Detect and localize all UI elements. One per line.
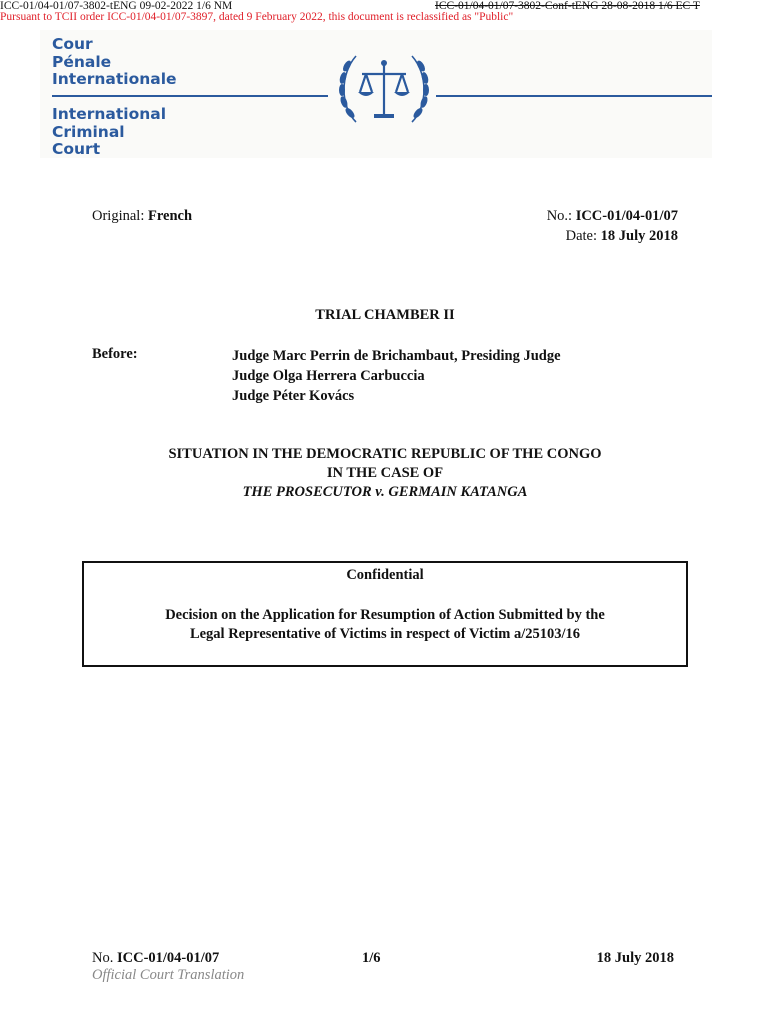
decision-title-line2: Legal Representative of Victims in respect of Victim a/25103/16 (189, 626, 581, 642)
case-number-value: ICC-01/04-01/07 (575, 208, 678, 224)
case-number (547, 208, 678, 225)
footer-date: 18 July 2018 (596, 950, 674, 966)
logo-en-line2: Criminal (52, 122, 125, 141)
footer-case-number (92, 950, 219, 967)
logo-fr-line2: Pénale (52, 52, 112, 71)
logo-divider-right (436, 95, 712, 97)
judge-item: Judge Marc Perrin de Brichambaut, Presiding Judge (232, 348, 561, 364)
judge-item: Judge Olga Herrera Carbuccia (232, 368, 425, 384)
document-reference: ICC-01/04-01/07-3802-tENG 09-02-2022 1/6 NM (0, 0, 233, 12)
case-number-label: No.: (546, 208, 576, 224)
case-caption (0, 445, 770, 502)
footer-no-value: ICC-01/04-01/07 (116, 950, 220, 966)
judges-list (232, 346, 561, 406)
document-date (566, 228, 678, 245)
reclassification-notice: Pursuant to TCII order ICC-01/04-01/07-3897, dated 9 February 2022, this document is reclassified as "Public" (0, 11, 514, 23)
logo-english-name (52, 106, 166, 159)
before-label: Before: (92, 346, 138, 362)
logo-fr-line3: Internationale (52, 70, 177, 88)
situation-line: SITUATION IN THE DEMOCRATIC REPUBLIC OF THE CONGO (168, 446, 602, 462)
icc-emblem-icon (334, 44, 434, 134)
logo-divider-left (52, 95, 328, 97)
logo-en-line3: Court (52, 140, 101, 158)
chamber-heading: TRIAL CHAMBER II (315, 307, 455, 323)
page-number: 1/6 (362, 950, 381, 966)
translation-note: Official Court Translation (92, 967, 245, 983)
logo-en-line1: International (52, 105, 167, 123)
logo-french-name (52, 36, 177, 89)
logo-fr-line1: Cour (52, 35, 93, 53)
in-the-case-line: IN THE CASE OF (326, 465, 444, 481)
original-label: Original: (92, 208, 148, 224)
original-language (92, 208, 192, 225)
decision-title-line1: Decision on the Application for Resumption of Action Submitted by the (165, 607, 605, 623)
original-value: French (147, 208, 193, 224)
date-label: Date: (565, 228, 601, 244)
date-value: 18 July 2018 (600, 228, 678, 244)
footer-no-label: No. (92, 950, 117, 966)
classification-label: Confidential (346, 567, 424, 583)
judge-item: Judge Péter Kovács (232, 388, 355, 404)
struck-reference: ICC-01/04-01/07-3802-Conf-tENG 28-08-2018 1/6 EC T (435, 0, 700, 12)
case-name-line: THE PROSECUTOR v. GERMAIN KATANGA (242, 484, 528, 500)
decision-title (82, 606, 688, 644)
